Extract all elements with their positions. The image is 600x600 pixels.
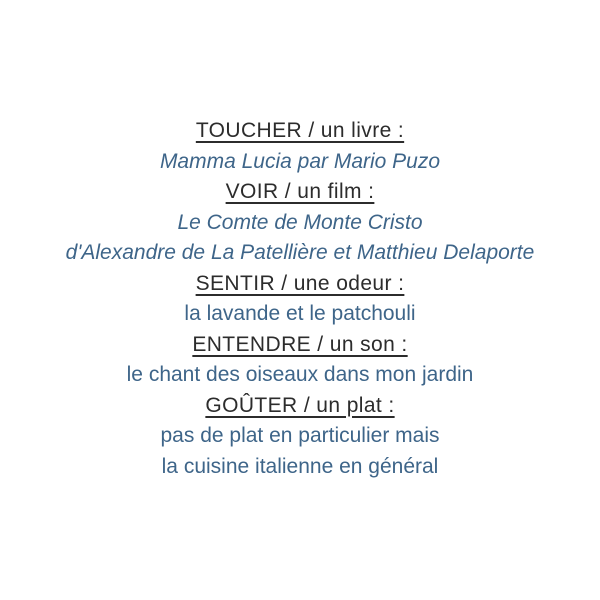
sense-heading-voir: VOIR / un film :: [225, 180, 375, 203]
sense-heading-entendre: ENTENDRE / un son :: [192, 332, 408, 356]
sense-heading-toucher: TOUCHER / un livre :: [195, 119, 405, 142]
answer-film-realisateurs: d'Alexandre de La Patellière et Matthieu Delaporte: [65, 241, 535, 264]
answer-plat-ligne2: la cuisine italienne en général: [161, 454, 439, 478]
section-gouter: [0, 391, 600, 483]
section-sentir: [0, 269, 600, 330]
answer-film-titre: Le Comte de Monte Cristo: [177, 210, 423, 234]
section-voir: [0, 177, 600, 269]
sense-heading-gouter: GOÛTER / un plat :: [205, 393, 395, 417]
answer-livre: Mamma Lucia par Mario Puzo: [159, 149, 441, 173]
sense-heading-sentir: SENTIR / une odeur :: [195, 271, 405, 295]
answer-son: le chant des oiseaux dans mon jardin: [126, 363, 474, 386]
answer-plat-ligne1: pas de plat en particulier mais: [160, 424, 440, 447]
section-toucher: [0, 116, 600, 177]
answer-odeur: la lavande et le patchouli: [184, 302, 416, 325]
section-entendre: [0, 330, 600, 391]
